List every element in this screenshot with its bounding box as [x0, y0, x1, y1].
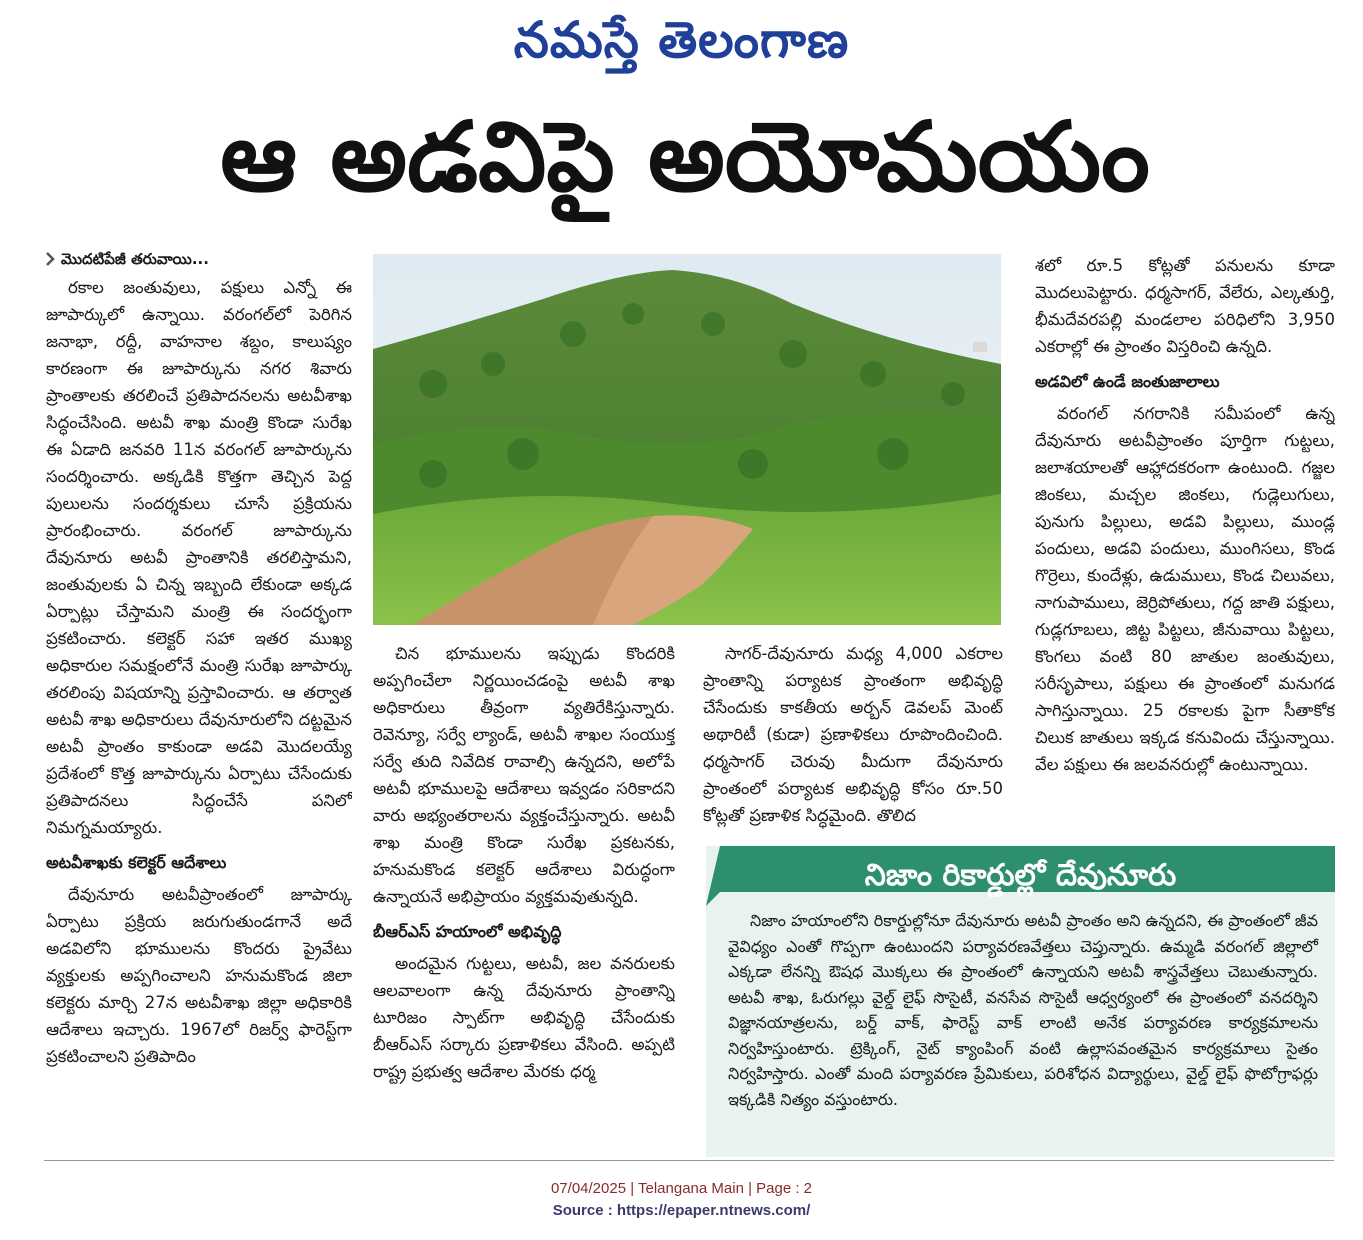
- box-title: నిజాం రికార్డుల్లో దేవునూరు: [864, 858, 1177, 893]
- column-2: [373, 640, 675, 1145]
- sidebar-story-box: [706, 846, 1335, 1157]
- col2-paragraph-1: చిన భూములను ఇప్పుడు కొందరికి అప్పగించేలా నిర్ణయించడంపై అటవీ శాఖ అధికారులు తీవ్రంగా వ్యతిరేకిస్తున్నారు. రెవెన్యూ, సర్వే ల్యాండ్, అటవీ శాఖల సంయుక్త సర్వే తుది నివేదిక రావాల్సి ఉన్నదని, అలోపే అటవీ భూములపై ఆదేశాలు ఇవ్వడం సరికాదని వారు అభ్యంతరాలను వ్యక్తంచేస్తున్నారు. అటవీ శాఖ మంత్రి కొండా సురేఖ ప్రకటనకు, హనుమకొండ కలెక్టర్ ఆదేశాలు విరుద్ధంగా ఉన్నాయనే అభిప్రాయం వ్యక్తమవుతున్నది.: [373, 644, 675, 906]
- col3-paragraph-1: సాగర్-దేవునూరు మధ్య 4,000 ఎకరాల ప్రాంతాన్ని పర్యాటక ప్రాంతంగా అభివృద్ధి చేసేందుకు కాకతీయ అర్బన్ డెవలప్ మెంట్ అథారిటీ (కుడా) ప్రణాళికలు రూపొందించింది. ధర్మసాగర్ చెరువు మీదుగా దేవునూరు ప్రాంతంలో పర్యాటక అభివృద్ధి కోసం రూ.50 కోట్లతో ప్రణాళిక సిద్ధమైంది. తొలిద: [703, 644, 1003, 825]
- box-paragraph: నిజాం హయాంలోని రికార్డుల్లోనూ దేవునూరు అటవీ ప్రాంతం అని ఉన్నదని, ఈ ప్రాంతంలో జీవ వైవిధ్యం ఎంతో గొప్పగా ఉంటుందని పర్యావరణవేత్తలు చెప్తున్నారు. ఉమ్మడి వరంగల్ జిల్లాలో ఎక్కడా లేనన్ని ఔషధ మొక్కలు ఈ ప్రాంతంలో ఉన్నాయని అటవీ శాస్త్రవేత్తలు చెబుతున్నారు. అటవీ శాఖ, ఓరుగల్లు వైల్డ్ లైఫ్ సొసైటీ, వనసేవ సొసైటీ ఆధ్వర్యంలో ఈ ప్రాంతంలో వనదర్శిని విజ్ఞానయాత్రలను, బర్డ్ వాక్, ఫారెస్ట్ వాక్ లాంటి అనేక పర్యావరణ కార్యక్రమాలను నిర్వహిస్తుంటారు. ట్రెక్కింగ్, నైట్ క్యాంపింగ్ వంటి ఉల్లాసవంతమైన కార్యక్రమాలు సైతం నిర్వహిస్తారు. ఎంతో మంది పర్యావరణ ప్రేమికులు, పరిశోధన విద్యార్థులు, వైల్డ్ లైఫ్ ఫొటోగ్రాఫర్లు ఇక్కడికి నిత్యం వస్తుంటారు.: [728, 911, 1318, 1109]
- col1-subhead: అటవీశాఖకు కలెక్టర్ ఆదేశాలు: [46, 853, 227, 872]
- col2-subhead: బీఆర్‌ఎస్ హయాంలో అభివృద్ధి: [373, 922, 562, 941]
- headline: ఆ అడవిపై అయోమయం: [220, 101, 1150, 213]
- forest-hill-photo: [373, 254, 1001, 625]
- footer-source-link[interactable]: Source : https://epaper.ntnews.com/: [552, 1202, 811, 1219]
- column-1: [46, 244, 352, 1139]
- box-body: [728, 908, 1318, 1112]
- chevron-right-icon: [46, 252, 55, 266]
- footer-date-line: 07/04/2025 | Telangana Main | Page : 2: [550, 1180, 813, 1197]
- col4-subhead: అడవిలో ఉండే జంతుజాలాలు: [1035, 372, 1220, 391]
- column-3: [703, 640, 1003, 830]
- footer-divider: [44, 1160, 1334, 1161]
- col4-paragraph-1: శలో రూ.5 కోట్లతో పనులను కూడా మొదలుపెట్టారు. ధర్మసాగర్, వేలేరు, ఎల్కతుర్తి, భీమదేవరపల్లి మండలాల పరిధిలోని 3,950 ఎకరాల్లో ఈ ప్రాంతం విస్తరించి ఉన్నది.: [1035, 256, 1335, 356]
- col1-paragraph-2: దేవునూరు అటవీప్రాంతంలో జూపార్కు ఏర్పాటు ప్రక్రియ జరుగుతుండగానే అదే అడవిలోని భూములను కొందరు ప్రైవేటు వ్యక్తులకు అప్పగించాలని హనుమకొండ జిలా కలెక్టరు మార్చి 27న అటవీశాఖ జిల్లా అధికారికి ఆదేశాలు ఇచ్చారు. 1967లో రిజర్వ్ ఫారెస్ట్‌గా ప్రకటించాలని ప్రతిపాదిం: [46, 885, 352, 1066]
- col2-paragraph-2: అందమైన గుట్టలు, అటవీ, జల వనరులకు ఆలవాలంగా ఉన్న దేవునూరు ప్రాంతాన్ని టూరిజం స్పాట్‌గా అభివృద్ధి చేసేందుకు బీఆర్‌ఎస్ సర్కారు ప్రణాళికలు వేసింది. అప్పటి రాష్ట్ర ప్రభుత్వ ఆదేశాల మేరకు ధర్మ: [373, 954, 675, 1081]
- col1-paragraph-1: రకాల జంతువులు, పక్షులు ఎన్నో ఈ జూపార్కులో ఉన్నాయి. వరంగల్‌లో పెరిగిన జనాభా, రద్దీ, వాహనాల శబ్దం, కాలుష్యం కారణంగా ఈ జూపార్కును నగర శివారు ప్రాంతాలకు తరలించే ప్రతిపాదనలను అటవీశాఖ సిద్ధంచేసింది. అటవీ శాఖ మంత్రి కొండా సురేఖ ఈ ఏడాది జనవరి 11న వరంగల్ జూపార్కును సందర్శించారు. అక్కడికి కొత్తగా తెచ్చిన పెద్ద పులులను సందర్శకులు చూసే ప్రక్రియను ప్రారంభించారు. వరంగల్ జూపార్కును దేవునూరు అటవీ ప్రాంతానికి తరలిస్తామని, జంతువులకు ఏ చిన్న ఇబ్బంది లేకుండా అక్కడ ఏర్పాట్లు చేస్తామని మంత్రి ఈ సందర్భంగా ప్రకటించారు. కలెక్టర్ సహా ఇతర ముఖ్య అధికారుల సమక్షంలోనే మంత్రి సురేఖ జూపార్కు తరలింపు విషయాన్ని ప్రస్తావించారు. ఆ తర్వాత అటవీ శాఖ అధికారులు దేవునూరులోని దట్టమైన అటవీ ప్రాంతం కాకుండా అడవి మొదలయ్యే ప్రదేశంలో కొత్త జూపార్కును ఏర్పాటు చేసేందుకు ప్రతిపాదనలు సిద్ధంచేసే పనిలో నిమగ్నమయ్యారు.: [46, 278, 352, 837]
- col4-paragraph-2: వరంగల్ నగరానికి సమీపంలో ఉన్న దేవునూరు అటవీప్రాంతం పూర్తిగా గుట్టలు, జలాశయాలతో ఆహ్లాదకరంగా ఉంటుంది. గజ్జల జింకలు, మచ్చల జింకలు, గుడ్లెలుగులు, పునుగు పిల్లులు, అడవి పిల్లులు, ముండ్ల పందులు, అడవి పందులు, ముంగిసలు, కొండ గొర్రెలు, కుందేళ్లు, ఉడుములు, కొండ చిలువలు, నాగుపాములు, జెర్రిపోతులు, గద్ద జాతి పక్షులు, గుడ్లగూబలు, జిట్ట పిట్టలు, జీనువాయి పిట్టలు, కొంగలు వంటి 80 జాతుల జంతువులు, సరీసృపాలు, పక్షులు ఈ ప్రాంతంలో మనుగడ సాగిస్తున్నాయి. 25 రకాలకు పైగా సీతాకోక చిలుక జాతులు ఇక్కడ కనువిందు చేస్తున్నాయి. వేల పక్షులు ఈ జలవనరుల్లో ఉంటున్నాయి.: [1035, 404, 1335, 774]
- continuation-text: మొదటిపేజీ తరువాయి...: [61, 249, 209, 268]
- continuation-marker: [46, 244, 352, 274]
- column-4: [1035, 252, 1335, 837]
- masthead-logo: నమస్తే తెలంగాణ: [513, 11, 850, 69]
